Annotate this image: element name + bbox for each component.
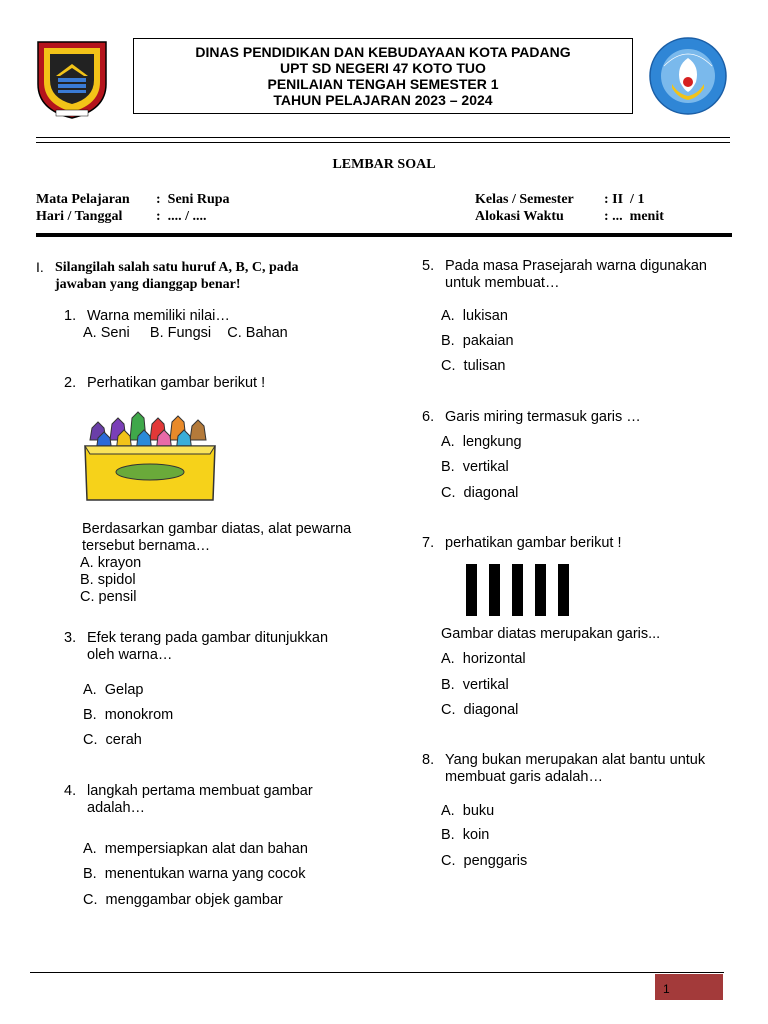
- class-value: : II / 1: [604, 192, 645, 207]
- q1-text: Warna memiliki nilai…: [87, 308, 230, 324]
- page-title: LEMBAR SOAL: [332, 157, 436, 172]
- info-rule: [36, 233, 732, 237]
- time-value: : ... menit: [604, 209, 664, 224]
- header-line-3: PENILAIAN TENGAH SEMESTER 1: [267, 76, 499, 92]
- q4-option-c: C. menggambar objek gambar: [83, 892, 283, 908]
- q1-number: 1.: [64, 308, 77, 324]
- header-line-4: TAHUN PELAJARAN 2023 – 2024: [273, 92, 493, 108]
- q3-option-c: C. cerah: [83, 732, 142, 748]
- page-number: 1: [663, 982, 670, 996]
- q6-option-b: B. vertikal: [441, 459, 509, 475]
- subject-label: Mata Pelajaran: [36, 192, 130, 207]
- subject-value: : Seni Rupa: [156, 192, 230, 207]
- q5-option-c: C. tulisan: [441, 358, 506, 374]
- q8-option-a: A. buku: [441, 803, 495, 819]
- header-line-2: UPT SD NEGERI 47 KOTO TUO: [280, 60, 486, 76]
- footer-rule: [30, 972, 724, 973]
- section-instruction-1: Silangilah salah satu huruf A, B, C, pada: [55, 260, 299, 275]
- q2-number: 2.: [64, 375, 77, 391]
- header-line-1: DINAS PENDIDIKAN DAN KEBUDAYAAN KOTA PADANG: [195, 44, 571, 60]
- city-emblem-logo: [36, 40, 108, 120]
- q8-text-2: membuat garis adalah…: [445, 769, 603, 785]
- q1-options: A. Seni B. Fungsi C. Bahan: [83, 325, 288, 341]
- q2-after-text-2: tersebut bernama…: [82, 538, 211, 554]
- tut-wuri-handayani-logo: [648, 36, 728, 116]
- q2-option-a: A. krayon: [80, 555, 142, 571]
- q3-option-a: A. Gelap: [83, 682, 144, 698]
- q8-option-c: C. penggaris: [441, 853, 528, 869]
- q6-option-a: A. lengkung: [441, 434, 522, 450]
- q2-option-b: B. spidol: [80, 572, 136, 588]
- q3-text-1: Efek terang pada gambar ditunjukkan: [87, 630, 329, 646]
- header-rule-bottom: [36, 142, 730, 143]
- q3-option-b: B. monokrom: [83, 707, 174, 723]
- q5-number: 5.: [422, 258, 435, 274]
- crayon-box-image: [82, 410, 218, 502]
- q6-text: Garis miring termasuk garis …: [445, 409, 641, 425]
- q3-number: 3.: [64, 630, 77, 646]
- class-label: Kelas / Semester: [475, 192, 574, 207]
- q4-text-2: adalah…: [87, 800, 146, 816]
- q7-option-c: C. diagonal: [441, 702, 519, 718]
- header-rule-top: [36, 137, 730, 138]
- q5-text-2: untuk membuat…: [445, 275, 560, 291]
- vertical-lines-image: [458, 562, 574, 618]
- q2-after-text-1: Berdasarkan gambar diatas, alat pewarna: [82, 521, 352, 537]
- section-roman: I.: [36, 259, 44, 275]
- q6-option-c: C. diagonal: [441, 485, 519, 501]
- q7-option-b: B. vertikal: [441, 677, 509, 693]
- q7-number: 7.: [422, 535, 435, 551]
- q6-number: 6.: [422, 409, 435, 425]
- q5-text-1: Pada masa Prasejarah warna digunakan: [445, 258, 707, 274]
- q4-option-a: A. mempersiapkan alat dan bahan: [83, 841, 308, 857]
- q7-option-a: A. horizontal: [441, 651, 526, 667]
- q7-text: perhatikan gambar berikut !: [445, 535, 622, 551]
- q4-option-b: B. menentukan warna yang cocok: [83, 866, 306, 882]
- q7-after-text: Gambar diatas merupakan garis...: [441, 626, 661, 642]
- q8-option-b: B. koin: [441, 827, 490, 843]
- q4-number: 4.: [64, 783, 77, 799]
- q8-text-1: Yang bukan merupakan alat bantu untuk: [445, 752, 706, 768]
- q3-text-2: oleh warna…: [87, 647, 173, 663]
- q5-option-a: A. lukisan: [441, 308, 508, 324]
- day-label: Hari / Tanggal: [36, 209, 123, 224]
- q8-number: 8.: [422, 752, 435, 768]
- day-value: : .... / ....: [156, 209, 207, 224]
- q4-text-1: langkah pertama membuat gambar: [87, 783, 313, 799]
- time-label: Alokasi Waktu: [475, 209, 564, 224]
- q2-option-c: C. pensil: [80, 589, 137, 605]
- section-instruction-2: jawaban yang dianggap benar!: [55, 277, 241, 292]
- q2-text: Perhatikan gambar berikut !: [87, 375, 266, 391]
- header-box: [133, 38, 633, 114]
- q5-option-b: B. pakaian: [441, 333, 514, 349]
